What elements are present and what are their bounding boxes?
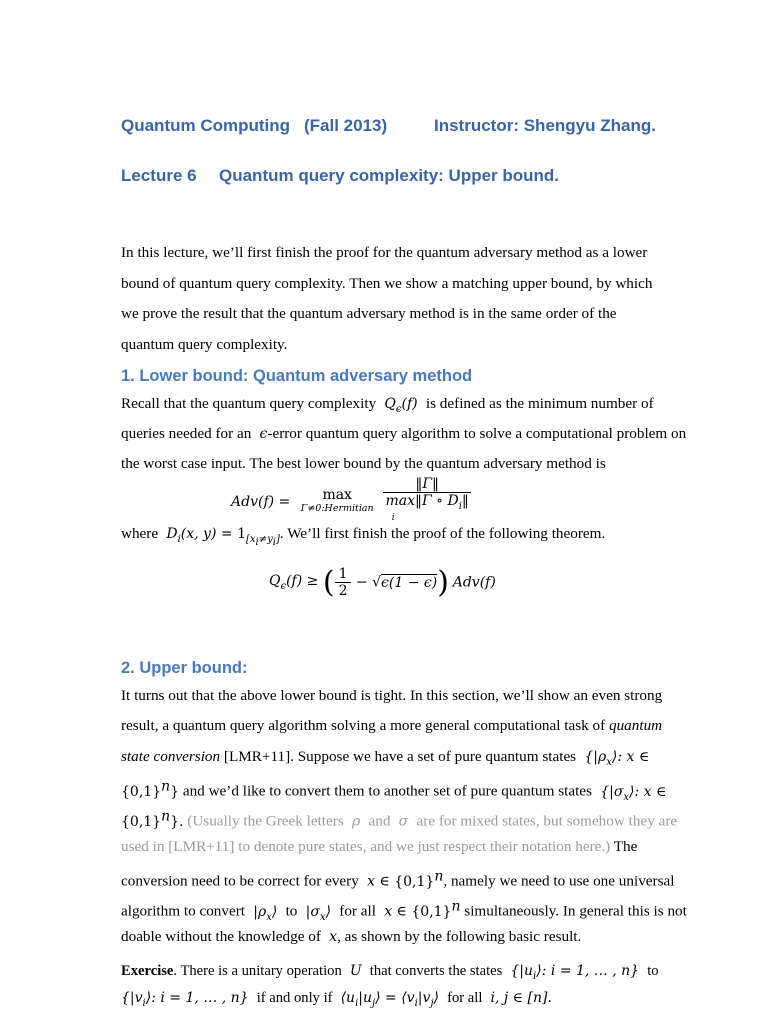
section-2-line-8: algorithm to convert $|\rho_x⟩$ to $|\sigma_x⟩$ for all x ∈ $\{0,1\}^n$ simultaneously. In general this is not: [121, 898, 687, 923]
section-1-where-line: where $D_i(x$, $y) = 1_{[x_i\ne y_i]}$. We’ll first finish the proof of the following theorem.: [121, 525, 606, 548]
course-term: (Fall 2013): [304, 116, 388, 135]
instructor: Instructor: Shengyu Zhang.: [434, 116, 656, 135]
section-2-line-4: $\{0,1\}^n$} and we’d like to convert them to another set of pure quantum states {$|\sigma_x⟩$: x ∈: [121, 778, 667, 803]
section-2-line-9: doable without the knowledge of x, as shown by the following basic result.: [121, 928, 582, 945]
exercise-line-1: Exercise. There is a unitary operation U that converts the states {$|u_i⟩$: i = 1, … , n} to: [121, 963, 659, 982]
section-2-heading: 2. Upper bound:: [121, 659, 248, 677]
adv-formula: Adv(f) = max Γ≠0:Hermitian ‖Γ‖ max‖Γ ∘ $D_i‖$ $^i$: [231, 476, 469, 523]
intro-paragraph: In this lecture, we’ll first finish the proof for the quantum adversary method as a lower bound of quantum query complexity. Then we show a matching upper bound, by which we prove the result that the quantum adversary method is in the same order of the quantum query complexity.: [121, 244, 653, 353]
theorem-formula: $Q_\epsilon(f)$ ≥ ( $\frac{1}{2}$ − √ϵ(1 − ϵ)) Adv(f): [269, 565, 496, 600]
lecture-number: Lecture 6: [121, 166, 197, 185]
section-1-heading: 1. Lower bound: Quantum adversary method: [121, 367, 473, 385]
exercise-line-2: {$|v_i⟩$: i = 1, … , n} if and only if $⟨u_i|u_j⟩$ = $⟨v_i|v_j⟩$ for all i, j ∈ [n].: [121, 990, 552, 1009]
section-1-line-3: the worst case input. The best lower bound by the quantum adversary method is: [121, 455, 606, 472]
section-2-line-2: result, a quantum query algorithm solving a more general computational task of quantum: [121, 717, 663, 734]
section-1-line-2: queries needed for an ϵ-error quantum query algorithm to solve a computational problem on: [121, 425, 687, 442]
course-title: Quantum Computing: [121, 116, 291, 135]
section-2-line-6: used in [LMR+11] to denote pure states, and we just respect their notation here.) The: [121, 838, 638, 855]
section-2-line-5: $\{0,1\}^n$}. (Usually the Greek letters ρ and σ are for mixed states, but somehow they are: [121, 808, 678, 830]
lecture-title: Quantum query complexity: Upper bound.: [219, 166, 560, 185]
section-1-line-1: Recall that the quantum query complexity $Q_\epsilon(f)$ is defined as the minimum number of: [121, 395, 654, 415]
section-2-line-3: state conversion [LMR+11]. Suppose we have a set of pure quantum states {$|\rho_x⟩$: x ∈: [121, 748, 650, 768]
section-2-line-1: It turns out that the above lower bound is tight. In this section, we’ll show an even strong: [121, 687, 663, 704]
section-2-line-7: conversion need to be correct for every x ∈ $\{0,1\}^n$, namely we need to use one universal: [121, 868, 675, 890]
